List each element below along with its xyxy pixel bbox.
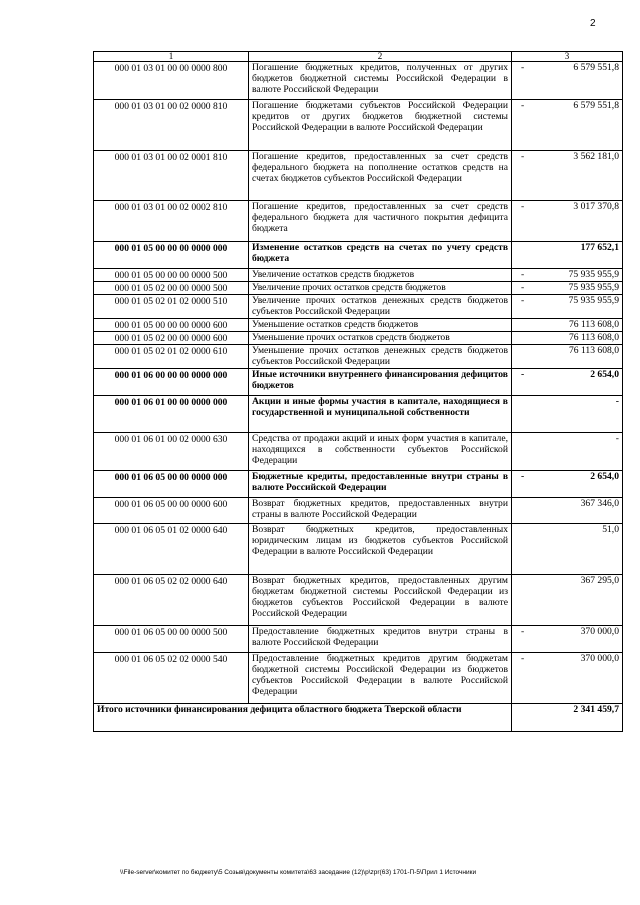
source-description: Предоставление бюджетных кредитов другим бюджетам бюджетной системы Российской Федерации из бюджетов субъектов Российской Федерации в валюте Российской Федерации xyxy=(249,653,512,704)
total-amount-value: 2 341 459,7 xyxy=(573,704,619,715)
source-description: Увеличение прочих остатков денежных средств бюджетов субъектов Российской Федерации xyxy=(249,295,512,319)
source-description: Бюджетные кредиты, предоставленные внутри страны в валюте Российской Федерации xyxy=(249,471,512,498)
negative-sign: - xyxy=(521,151,525,162)
table-row xyxy=(94,100,623,151)
amount-cell xyxy=(512,295,623,319)
amount-cell xyxy=(512,575,623,626)
budget-code: 000 01 05 02 00 00 0000 600 xyxy=(94,332,249,345)
budget-code: 000 01 05 00 00 00 0000 500 xyxy=(94,269,249,282)
amount-value: 76 113 608,0 xyxy=(568,332,619,343)
table-row xyxy=(94,319,623,332)
source-description: Погашение бюджетами субъектов Российской Федерации кредитов от других бюджетов бюджетной системы Российской Федерации в валюте Российской Федерации xyxy=(249,100,512,151)
amount-value: 3 017 370,8 xyxy=(573,201,619,212)
source-description: Возврат бюджетных кредитов, предоставленных другим бюджетам бюджетной системы Российской Федерации из бюджетов субъектов Российской Федерации в валюте Российской Федерации xyxy=(249,575,512,626)
amount-cell xyxy=(512,345,623,369)
budget-code: 000 01 06 01 00 02 0000 630 xyxy=(94,433,249,471)
budget-code: 000 01 06 00 00 00 0000 000 xyxy=(94,369,249,396)
table-row xyxy=(94,396,623,433)
total-label: Итого источники финансирования дефицита областного бюджета Тверской области xyxy=(94,704,512,732)
budget-code: 000 01 05 00 00 00 0000 600 xyxy=(94,319,249,332)
source-description: Возврат бюджетных кредитов, предоставленных внутри страны в валюте Российской Федерации xyxy=(249,498,512,524)
budget-code: 000 01 06 05 02 02 0000 540 xyxy=(94,653,249,704)
amount-cell xyxy=(512,626,623,653)
amount-cell xyxy=(512,62,623,100)
negative-sign: - xyxy=(521,100,525,111)
budget-code: 000 01 06 05 02 02 0000 640 xyxy=(94,575,249,626)
table-row xyxy=(94,62,623,100)
negative-sign: - xyxy=(521,626,525,637)
page-number: 2 xyxy=(590,18,596,29)
column-header: 1 xyxy=(94,52,249,62)
amount-cell xyxy=(512,433,623,471)
negative-sign: - xyxy=(521,201,525,212)
amount-value: 2 654,0 xyxy=(590,471,619,482)
amount-value: 2 654,0 xyxy=(590,369,619,380)
amount-cell xyxy=(512,369,623,396)
total-row xyxy=(94,704,623,732)
table-row xyxy=(94,345,623,369)
table-header-row xyxy=(94,52,623,62)
amount-cell xyxy=(512,332,623,345)
budget-code: 000 01 05 00 00 00 0000 000 xyxy=(94,242,249,269)
budget-code: 000 01 06 01 00 00 0000 000 xyxy=(94,396,249,433)
amount-cell xyxy=(512,471,623,498)
amount-value: - xyxy=(615,396,619,407)
amount-cell xyxy=(512,396,623,433)
column-header: 2 xyxy=(249,52,512,62)
amount-value: 76 113 608,0 xyxy=(568,345,619,356)
amount-value: 75 935 955,9 xyxy=(568,295,619,306)
source-description: Средства от продажи акций и иных форм участия в капитале, находящихся в собственности субъектов Российской Федерации xyxy=(249,433,512,471)
source-description: Уменьшение остатков средств бюджетов xyxy=(249,319,512,332)
amount-cell xyxy=(512,282,623,295)
source-description: Погашение кредитов, предоставленных за счет средств федерального бюджета на пополнение остатков средств на счетах бюджетов субъектов Российской Федерации xyxy=(249,151,512,201)
table-row xyxy=(94,471,623,498)
amount-cell xyxy=(512,319,623,332)
source-description: Погашение бюджетных кредитов, полученных от других бюджетов бюджетной системы Российской Федерации в валюте Российской Федерации xyxy=(249,62,512,100)
amount-value: 370 000,0 xyxy=(580,653,619,664)
amount-value: 6 579 551,8 xyxy=(573,100,619,111)
table-row xyxy=(94,653,623,704)
source-description: Иные источники внутреннего финансирования дефицитов бюджетов xyxy=(249,369,512,396)
total-amount xyxy=(512,704,623,732)
negative-sign: - xyxy=(521,471,525,482)
table-row xyxy=(94,369,623,396)
amount-value: 75 935 955,9 xyxy=(568,282,619,293)
budget-code: 000 01 06 05 00 00 0000 500 xyxy=(94,626,249,653)
negative-sign: - xyxy=(521,653,525,664)
source-description: Погашение кредитов, предоставленных за счет средств федерального бюджета для частичного покрытия дефицита бюджета xyxy=(249,201,512,242)
budget-code: 000 01 03 01 00 02 0000 810 xyxy=(94,100,249,151)
amount-cell xyxy=(512,653,623,704)
amount-value: 75 935 955,9 xyxy=(568,269,619,280)
source-description: Акции и иные формы участия в капитале, находящиеся в государственной и муниципальной собственности xyxy=(249,396,512,433)
table-row xyxy=(94,295,623,319)
table-row xyxy=(94,282,623,295)
amount-value: 6 579 551,8 xyxy=(573,62,619,73)
amount-value: 76 113 608,0 xyxy=(568,319,619,330)
amount-cell xyxy=(512,524,623,575)
amount-cell xyxy=(512,201,623,242)
table-row xyxy=(94,269,623,282)
amount-cell xyxy=(512,151,623,201)
negative-sign: - xyxy=(521,369,525,380)
negative-sign: - xyxy=(521,282,525,293)
budget-code: 000 01 06 05 01 02 0000 640 xyxy=(94,524,249,575)
source-description: Возврат бюджетных кредитов, предоставленных юридическим лицам из бюджетов субъектов Российской Федерации в валюте Российской Федерации xyxy=(249,524,512,575)
budget-code: 000 01 05 02 01 02 0000 610 xyxy=(94,345,249,369)
amount-cell xyxy=(512,498,623,524)
negative-sign: - xyxy=(521,295,525,306)
amount-value: 177 652,1 xyxy=(580,242,619,253)
source-description: Предоставление бюджетных кредитов внутри страны в валюте Российской Федерации xyxy=(249,626,512,653)
amount-value: 3 562 181,0 xyxy=(573,151,619,162)
sources-table xyxy=(93,51,623,732)
table-row xyxy=(94,242,623,269)
amount-value: 370 000,0 xyxy=(580,626,619,637)
budget-code: 000 01 05 02 01 02 0000 510 xyxy=(94,295,249,319)
amount-value: 51,0 xyxy=(602,524,619,535)
file-path-footer: \\File-server\комитет по бюджету\5 Созыв\документы комитета\63 заседание (12)\p\zpr(63) 1701-П-5\Прил 1 Источники xyxy=(120,869,477,876)
source-description: Увеличение остатков средств бюджетов xyxy=(249,269,512,282)
table-row xyxy=(94,575,623,626)
source-description: Увеличение прочих остатков средств бюджетов xyxy=(249,282,512,295)
source-description: Изменение остатков средств на счетах по учету средств бюджета xyxy=(249,242,512,269)
negative-sign: - xyxy=(521,269,525,280)
table-row xyxy=(94,151,623,201)
budget-code: 000 01 03 01 00 00 0000 800 xyxy=(94,62,249,100)
amount-value: 367 295,0 xyxy=(580,575,619,586)
table-row xyxy=(94,332,623,345)
budget-code: 000 01 03 01 00 02 0001 810 xyxy=(94,151,249,201)
table-row xyxy=(94,433,623,471)
negative-sign: - xyxy=(521,62,525,73)
amount-value: 367 346,0 xyxy=(580,498,619,509)
amount-cell xyxy=(512,269,623,282)
amount-cell xyxy=(512,100,623,151)
budget-code: 000 01 06 05 00 00 0000 600 xyxy=(94,498,249,524)
budget-code: 000 01 06 05 00 00 0000 000 xyxy=(94,471,249,498)
budget-code: 000 01 03 01 00 02 0002 810 xyxy=(94,201,249,242)
table-row xyxy=(94,201,623,242)
amount-value: - xyxy=(615,433,619,444)
column-header: 3 xyxy=(512,52,623,62)
table-row xyxy=(94,524,623,575)
amount-cell xyxy=(512,242,623,269)
table-row xyxy=(94,626,623,653)
source-description: Уменьшение прочих остатков денежных средств бюджетов субъектов Российской Федерации xyxy=(249,345,512,369)
source-description: Уменьшение прочих остатков средств бюджетов xyxy=(249,332,512,345)
table-row xyxy=(94,498,623,524)
budget-code: 000 01 05 02 00 00 0000 500 xyxy=(94,282,249,295)
